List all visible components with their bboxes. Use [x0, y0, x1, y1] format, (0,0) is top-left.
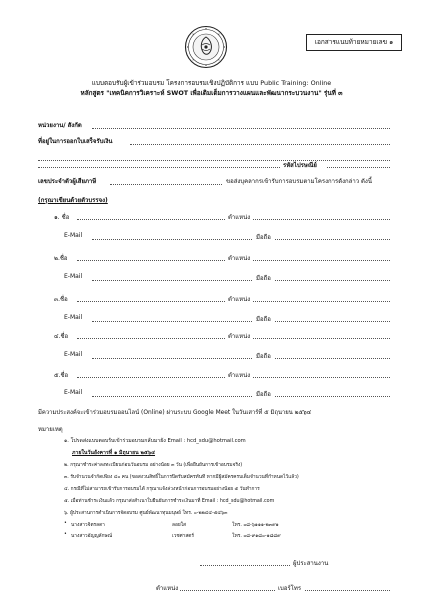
participant-2-name-label: ๒.ชื่อ — [54, 255, 68, 262]
participant-2-position-label: ตำแหน่ง — [228, 255, 251, 262]
agency-label: หน่วยงาน/ สังกัด — [38, 122, 82, 129]
remark-3: ๓. รับจำนวนจำกัดเพียง ๔๐ คน (ขอสงวนสิทธิ์ในการปิดรับสมัครทันที หากมีผู้สมัครครบเต็มจำนวนที่กำหนดไว้แล้ว) — [64, 475, 299, 480]
participant-5-mobile-label: มือถือ — [256, 391, 271, 398]
participant-3-name-field[interactable] — [77, 301, 225, 302]
contact-1-surname: ลอยใส — [172, 523, 186, 528]
participant-4-name-field[interactable] — [77, 338, 225, 339]
receipt-address-label: ที่อยู่ในการออกใบเสร็จรับเงิน — [38, 138, 113, 145]
participant-1-position-field[interactable] — [253, 219, 390, 220]
agency-field[interactable] — [92, 128, 390, 129]
participant-3-email-field[interactable] — [92, 321, 252, 322]
signature-position-label: ตำแหน่ง — [156, 585, 179, 592]
participant-1-email-label: E-Mail — [64, 232, 83, 239]
tax-id-field[interactable] — [110, 184, 222, 185]
participant-5-name-label: ๕.ชื่อ — [54, 372, 69, 379]
participant-1-position-label: ตำแหน่ง — [228, 214, 251, 221]
remark-1: ๑. โปรดส่งแบบตอบรับเข้าร่วมอบรมกลับมายัง Email : hcd_sdu@hotmail.com — [64, 438, 246, 444]
participant-1-name-label: ๑. ชื่อ — [54, 214, 70, 221]
contact-bullet-icon: • — [64, 532, 67, 537]
participant-3-position-field[interactable] — [253, 301, 390, 302]
participant-3-name-label: ๓.ชื่อ — [54, 296, 68, 303]
print-note: (กรุณาเขียนด้วยตัวบรรจง) — [38, 197, 108, 204]
participant-1-email-field[interactable] — [92, 239, 252, 240]
course-title: หลักสูตร "เทคนิคการวิเคราะห์ SWOT เพื่อเติมเต็มการวางแผนและพัฒนากระบวนงาน" รุ่นที่ ๓ — [80, 89, 343, 97]
coordinator-signature-field[interactable] — [200, 565, 290, 566]
remark-6: ๖. ผู้ประสานการดำเนินการจัดอบรม ศูนย์พัฒนาทุนมนุษย์ โทร. ๐-๒๒๔๔-๕๔๖๓ — [64, 511, 228, 516]
tax-id-label: เลขประจำตัวผู้เสียภาษี — [38, 178, 97, 185]
tax-id-note: ขอส่งบุคลากรเข้ารับการอบรมตามโครงการดังกล่าว ดังนี้ — [226, 178, 372, 185]
contact-1-phone: โทร. ๐๘-๖๑๑๑-๒๓๙๑ — [232, 523, 279, 528]
participant-4-email-field[interactable] — [92, 358, 252, 359]
participant-5-name-field[interactable] — [77, 377, 225, 378]
participant-4-email-label: E-Mail — [64, 351, 83, 358]
remark-4: ๔. กรณีที่ไม่สามารถเข้ารับการอบรมได้ กรุณาแจ้งล่วงหน้าก่อนการอบรมอย่างน้อย ๕ วันทำการ — [64, 487, 260, 492]
participant-2-mobile-label: มือถือ — [256, 275, 271, 282]
participant-5-position-field[interactable] — [253, 377, 390, 378]
receipt-address-line3[interactable] — [38, 167, 280, 168]
participant-3-mobile-field[interactable] — [275, 321, 390, 322]
participant-4-position-field[interactable] — [253, 338, 390, 339]
participant-5-email-field[interactable] — [92, 396, 252, 397]
participant-2-email-label: E-Mail — [64, 273, 83, 280]
remark-5: ๕. เมื่อท่านชำระเงินแล้ว กรุณาส่งสำเนาใบยืนยันการชำระเงินมาที่ Email : hcd_sdu@hotmail.com — [64, 499, 275, 504]
postal-code-field[interactable] — [327, 167, 390, 168]
signature-phone-field[interactable] — [305, 590, 390, 591]
participant-5-position-label: ตำแหน่ง — [228, 372, 251, 379]
coordinator-label: ผู้ประสานงาน — [293, 560, 329, 567]
participant-1-mobile-field[interactable] — [275, 239, 390, 240]
remarks-heading: หมายเหตุ — [38, 426, 63, 433]
contact-2-phone: โทร. ๐๘-๙๑๘๐-๑๘๘๙ — [232, 534, 281, 539]
remark-deadline: ภายในวันอังคารที่ ๑ มิถุนายน ๒๕๖๔ — [72, 450, 156, 456]
contact-2-name: นางสาวอัญญลักษณ์ — [71, 534, 113, 539]
signature-phone-label: เบอร์โทร — [278, 585, 302, 592]
participant-1-name-field[interactable] — [77, 219, 225, 220]
participant-4-mobile-label: มือถือ — [256, 353, 271, 360]
receipt-address-field[interactable] — [130, 144, 390, 145]
participant-3-mobile-label: มือถือ — [256, 316, 271, 323]
participant-2-name-field[interactable] — [77, 260, 225, 261]
participant-3-position-label: ตำแหน่ง — [228, 296, 251, 303]
contact-2-surname: เวชศาสตร์ — [172, 534, 194, 539]
signature-position-field[interactable] — [180, 590, 275, 591]
university-seal-logo — [184, 25, 228, 69]
receipt-address-line2[interactable] — [38, 160, 390, 161]
remark-2: ๒. กรุณาชำระค่าลงทะเบียนก่อนวันอบรม อย่างน้อย ๓ วัน (เพื่อยืนยันการเข้าอบรมจริง) — [64, 463, 243, 468]
postal-code-label: รหัสไปรษณีย์ — [283, 162, 317, 169]
online-statement: มีความประสงค์จะเข้าร่วมอบรมออนไลน์ (Online) ผ่านระบบ Google Meet ในวันเสาร์ที่ ๕ มิถุนายน ๒๕๖๔ — [38, 410, 312, 416]
participant-5-mobile-field[interactable] — [275, 396, 390, 397]
participant-4-mobile-field[interactable] — [275, 358, 390, 359]
form-title: แบบตอบรับผู้เข้าร่วมอบรม โครงการอบรมเชิงปฏิบัติการ แบบ Public Training: Online — [91, 79, 332, 87]
contact-bullet-icon: • — [64, 521, 67, 526]
attachment-label: เอกสารแนบท้ายหมายเลข ๑ — [306, 34, 402, 51]
participant-1-mobile-label: มือถือ — [256, 234, 271, 241]
participant-4-name-label: ๔.ชื่อ — [54, 333, 69, 340]
participant-3-email-label: E-Mail — [64, 314, 83, 321]
participant-4-position-label: ตำแหน่ง — [228, 333, 251, 340]
contact-1-name: นางสาวจิตรลดา — [71, 523, 105, 528]
participant-5-email-label: E-Mail — [64, 389, 83, 396]
participant-2-mobile-field[interactable] — [275, 280, 390, 281]
participant-2-position-field[interactable] — [253, 260, 390, 261]
participant-2-email-field[interactable] — [92, 280, 252, 281]
